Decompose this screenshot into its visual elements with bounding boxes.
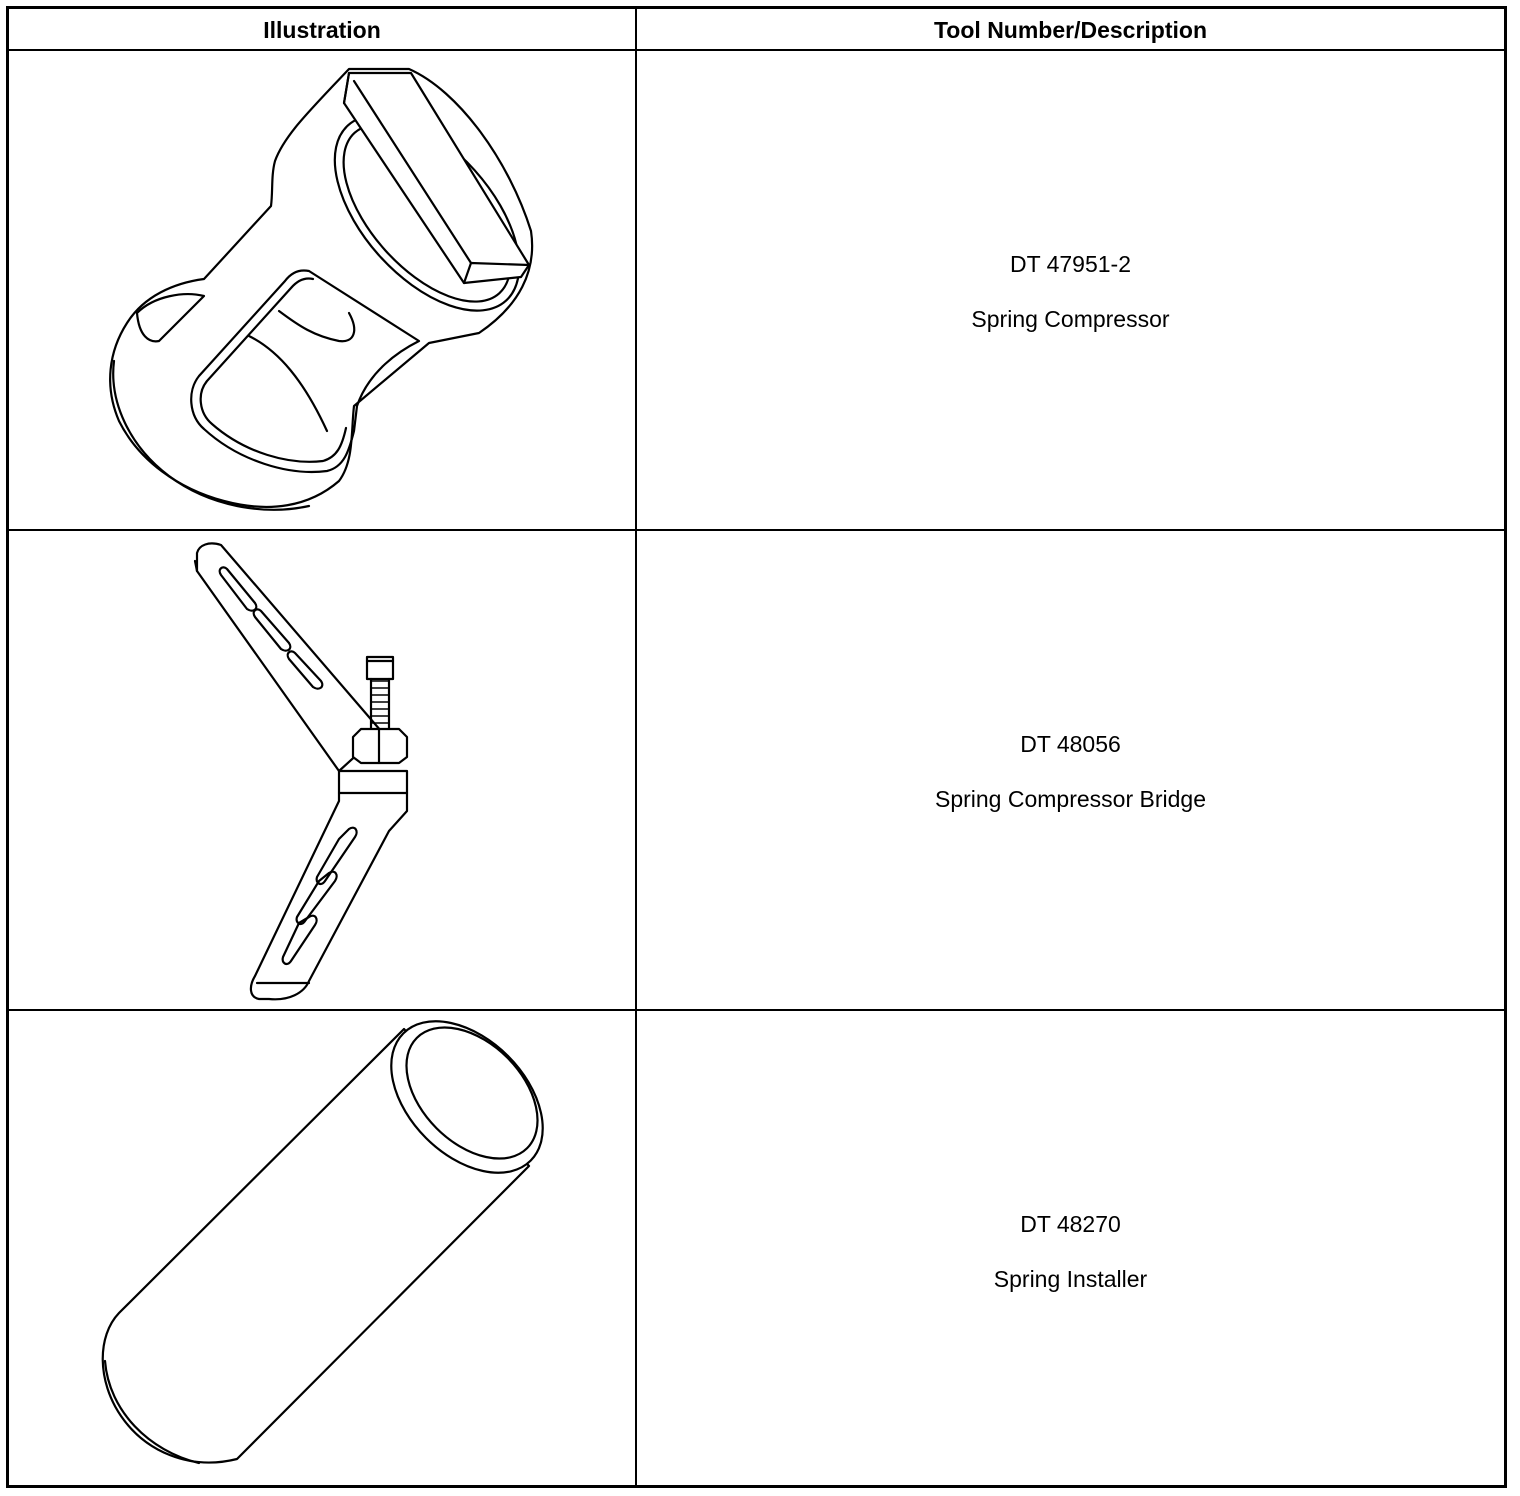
tool-number: DT 48270 [1020, 1211, 1121, 1237]
description-cell [637, 51, 1504, 529]
tool-description: Spring Installer [993, 1266, 1148, 1292]
header-illustration: Illustration [263, 17, 381, 43]
description-cell [637, 1011, 1504, 1485]
spring-compressor-bridge-illustration [9, 531, 635, 1009]
tool-number: DT 47951-2 [1009, 251, 1132, 277]
table-header-row [9, 9, 1504, 51]
illustration-cell [9, 531, 635, 1009]
spring-compressor-illustration [9, 51, 635, 529]
description-cell [637, 531, 1504, 1009]
tool-description: Spring Compressor [971, 306, 1170, 332]
tool-description: Spring Compressor Bridge [934, 786, 1206, 812]
tool-number: DT 48056 [1020, 731, 1121, 757]
tool-table [6, 6, 1507, 1488]
header-tool-number-description: Tool Number/Description [933, 17, 1208, 43]
table-row [9, 1011, 1504, 1485]
table-row [9, 51, 1504, 531]
spring-installer-illustration [9, 1011, 635, 1485]
illustration-cell [9, 1011, 635, 1485]
illustration-cell [9, 51, 635, 529]
column-divider [635, 9, 637, 1485]
table-row [9, 531, 1504, 1011]
